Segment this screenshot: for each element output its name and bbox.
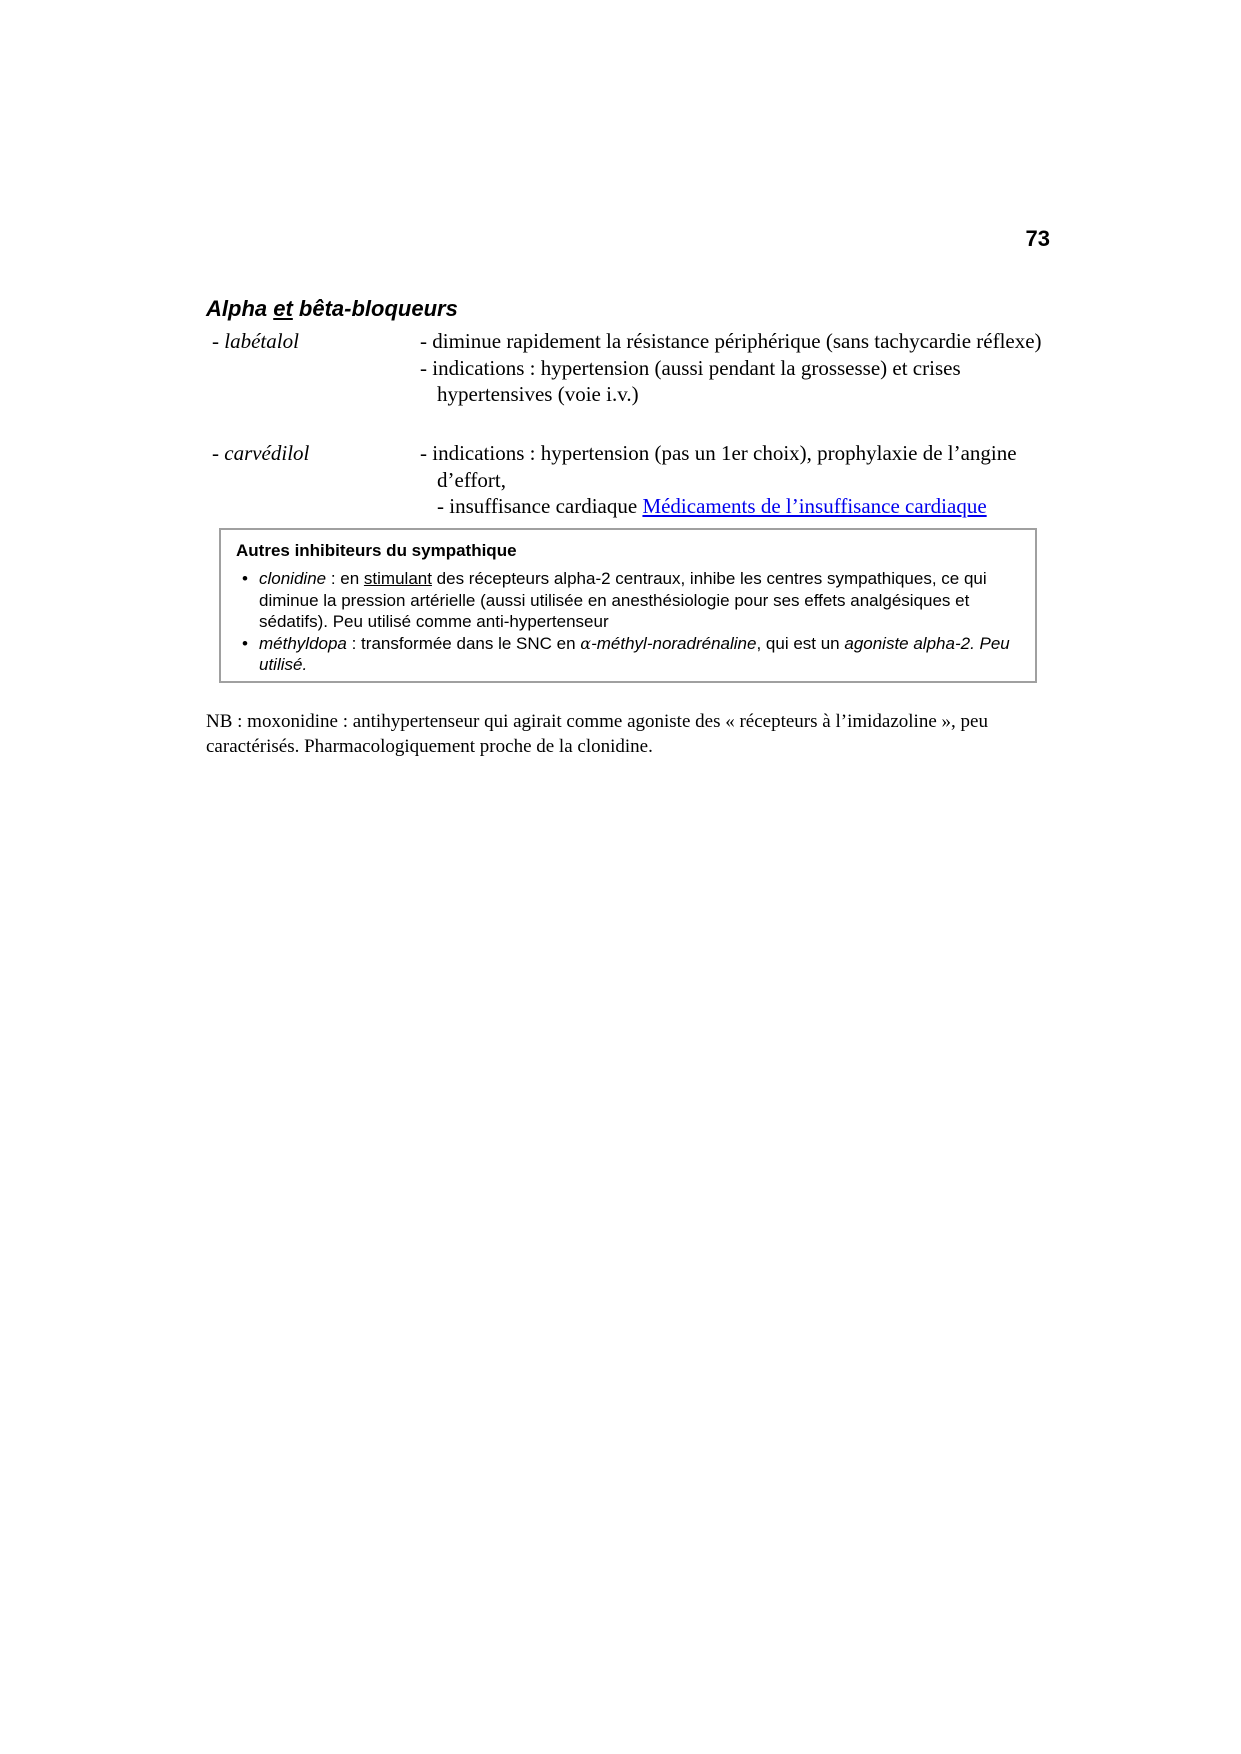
bullet-icon: • xyxy=(242,633,248,653)
description-line: - indications : hypertension (aussi pendant la grossesse) et crises hypertensives (voie i.v.) xyxy=(420,355,961,406)
heart-failure-drugs-link[interactable]: Médicaments de l’insuffisance cardiaque xyxy=(642,494,987,518)
nb-note: NB : moxonidine : antihypertenseur qui agirait comme agoniste des « récepteurs à l’imidazoline », peu caractérisés. Pharmacologiquement proche de la clonidine. xyxy=(206,711,988,757)
section-heading: Alpha et bêta-bloqueurs xyxy=(206,296,458,321)
description-line: - indications : hypertension (pas un 1er choix), prophylaxie de l’angine d’effort, xyxy=(420,441,1017,492)
info-box xyxy=(219,528,1037,683)
drug-name-labetalol: - labétalol xyxy=(212,329,299,353)
alpha-symbol: α xyxy=(580,633,592,653)
drug-description-labetalol xyxy=(420,328,1060,408)
list-item-clonidine: • clonidine : en stimulant des récepteurs alpha-2 centraux, inhibe les centres sympathiques, ce qui diminue la pression artérielle (aussi utilisée en anesthésiologie pour ses effets analgésiques et sédatifs). Peu utilisé comme anti-hypertenseur xyxy=(242,569,987,631)
drug-name-carvedilol: - carvédilol xyxy=(212,441,310,465)
box-list xyxy=(242,568,1032,676)
drug-description-carvedilol xyxy=(420,440,1060,520)
list-item-methyldopa: • méthyldopa : transformée dans le SNC en α-méthyl-noradrénaline, qui est un agoniste alpha-2. Peu utilisé. xyxy=(242,633,1010,674)
heading-underlined-word: et xyxy=(273,296,293,321)
page-number: 73 xyxy=(1025,226,1050,251)
bullet-icon: • xyxy=(242,569,248,588)
description-subline: - insuffisance cardiaque Médicaments de l’insuffisance cardiaque xyxy=(437,494,987,518)
box-title: Autres inhibiteurs du sympathique xyxy=(236,541,517,560)
description-line: - diminue rapidement la résistance périphérique (sans tachycardie réflexe) xyxy=(420,329,1042,353)
